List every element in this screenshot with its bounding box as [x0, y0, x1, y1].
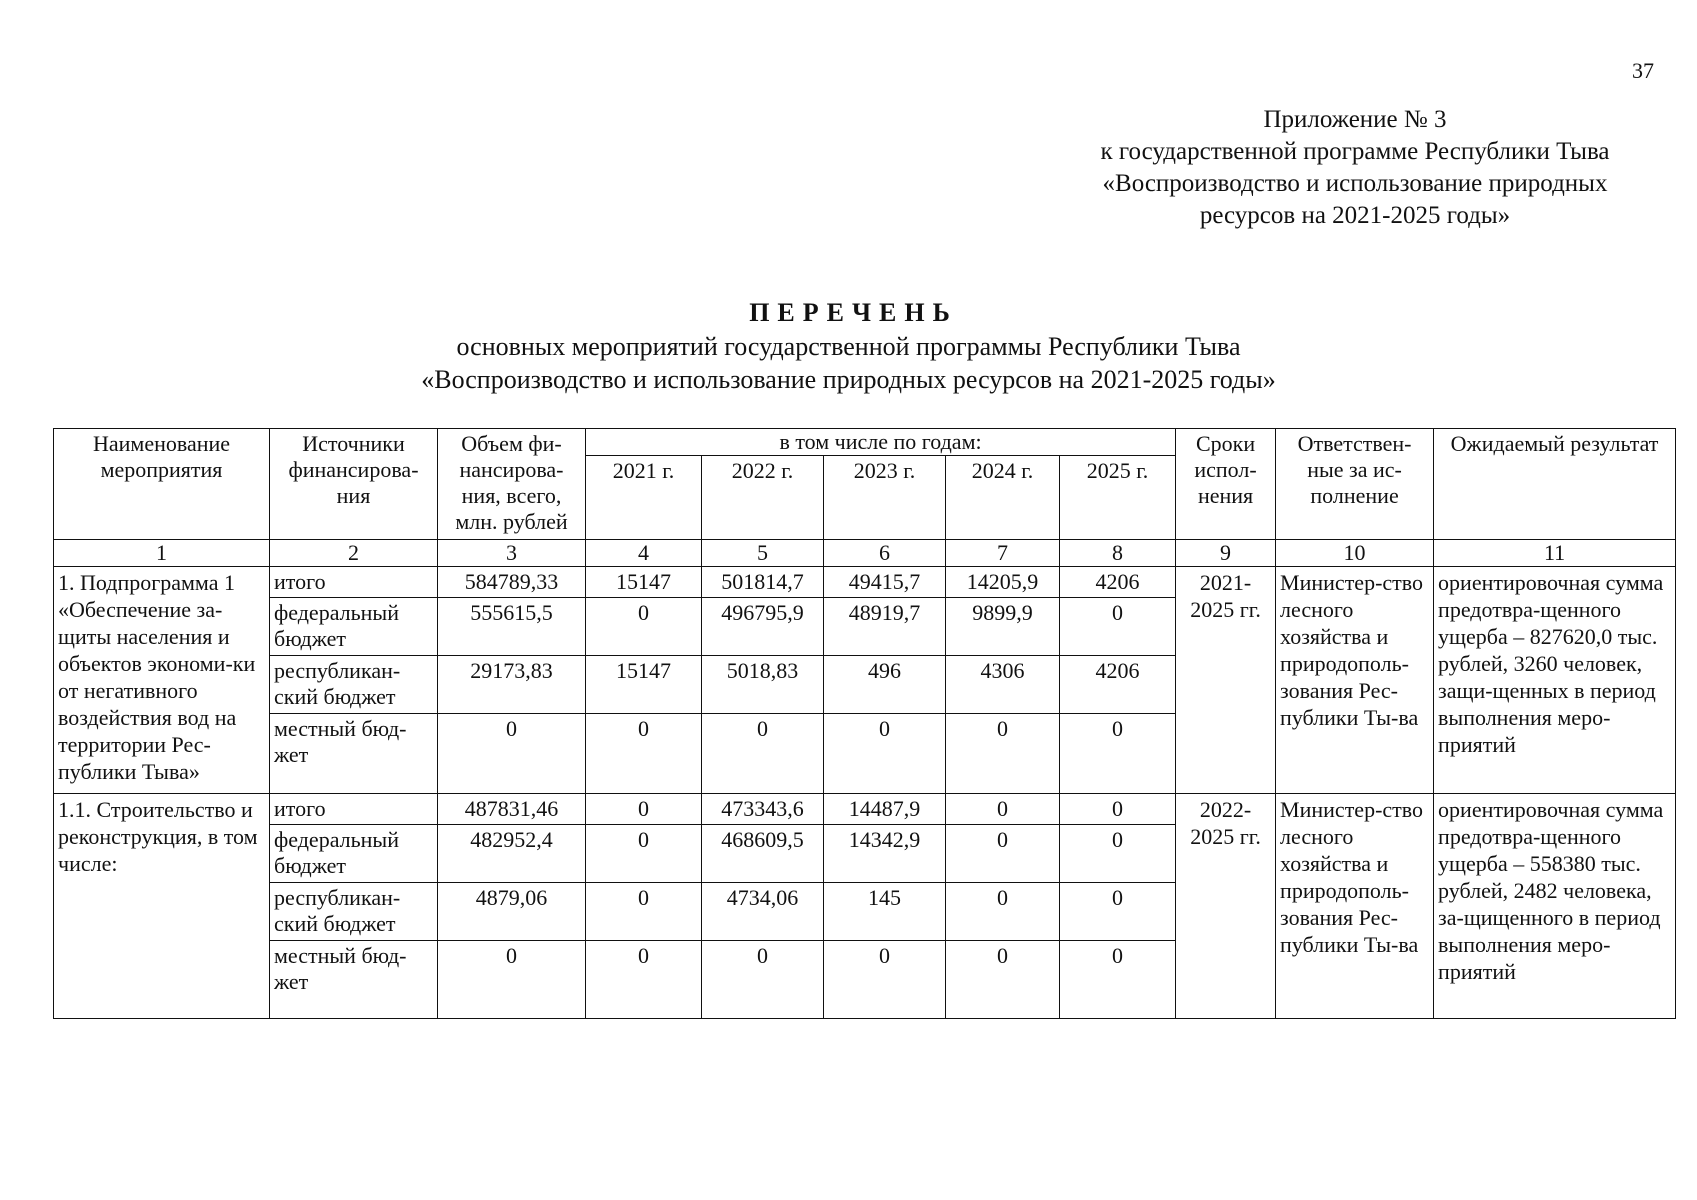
header-sources: Источники финансирова-ния [270, 429, 438, 540]
funding-2025: 0 [1060, 714, 1176, 794]
funding-2024: 9899,9 [946, 598, 1060, 656]
funding-source: республикан-ский бюджет [270, 883, 438, 941]
funding-2025: 4206 [1060, 656, 1176, 714]
funding-total: 29173,83 [438, 656, 586, 714]
column-number: 9 [1176, 540, 1276, 567]
funding-2023: 145 [824, 883, 946, 941]
funding-2021: 15147 [586, 567, 702, 598]
appendix-line: к государственной программе Республики Тыва [1100, 138, 1610, 165]
document-title: ПЕРЕЧЕНЬ [749, 298, 958, 327]
funding-2025: 0 [1060, 794, 1176, 825]
funding-2021: 0 [586, 941, 702, 1019]
funding-2024: 0 [946, 825, 1060, 883]
header-year: 2024 г. [946, 456, 1060, 540]
header-name: Наименование мероприятия [54, 429, 270, 540]
funding-source: местный бюд-жет [270, 714, 438, 794]
funding-2025: 0 [1060, 598, 1176, 656]
column-number: 8 [1060, 540, 1176, 567]
header-year: 2023 г. [824, 456, 946, 540]
appendix-header [1020, 104, 1690, 232]
funding-2024: 4306 [946, 656, 1060, 714]
funding-2021: 0 [586, 825, 702, 883]
header-terms: Сроки испол-нения [1176, 429, 1276, 540]
appendix-line: «Воспроизводство и использование природных [1102, 170, 1608, 197]
column-number-row [54, 540, 1676, 567]
header-result: Ожидаемый результат [1434, 429, 1676, 540]
header-year: 2021 г. [586, 456, 702, 540]
funding-2025: 0 [1060, 883, 1176, 941]
measure-name: 1.1. Строительство и реконструкция, в том числе: [54, 794, 270, 1019]
funding-2023: 0 [824, 714, 946, 794]
funding-2023: 14342,9 [824, 825, 946, 883]
column-number: 11 [1434, 540, 1676, 567]
header-volume: Объем фи-нансирова-ния, всего, млн. рублей [438, 429, 586, 540]
appendix-line: Приложение № 3 [1263, 106, 1447, 133]
funding-2021: 0 [586, 714, 702, 794]
header-by-years: в том числе по годам: [586, 429, 1176, 456]
column-number: 7 [946, 540, 1060, 567]
header-year: 2022 г. [702, 456, 824, 540]
measure-name: 1. Подпрограмма 1 «Обеспечение за-щиты населения и объектов экономи-ки от негативного воздействия вод на территории Рес-публики Тыва» [54, 567, 270, 794]
table-row [54, 794, 1676, 825]
funding-source: федеральный бюджет [270, 825, 438, 883]
column-number: 6 [824, 540, 946, 567]
funding-total: 482952,4 [438, 825, 586, 883]
funding-2022: 473343,6 [702, 794, 824, 825]
header-row [54, 429, 1676, 456]
measures-table [53, 428, 1676, 1019]
expected-result: ориентировочная сумма предотвра-щенного ущерба – 558380 тыс. рублей, 2482 человека, за-щищенного в период выполнения меро-приятий [1434, 794, 1676, 1019]
funding-2024: 0 [946, 941, 1060, 1019]
funding-2021: 15147 [586, 656, 702, 714]
header-responsible: Ответствен-ные за ис-полнение [1276, 429, 1434, 540]
execution-terms: 2022-2025 гг. [1176, 794, 1276, 1019]
funding-2022: 0 [702, 941, 824, 1019]
column-number: 2 [270, 540, 438, 567]
funding-2025: 0 [1060, 941, 1176, 1019]
funding-2022: 496795,9 [702, 598, 824, 656]
title-block [0, 296, 1697, 396]
page-number: 37 [1632, 58, 1654, 83]
funding-source: итого [270, 794, 438, 825]
column-number: 1 [54, 540, 270, 567]
document-subtitle: «Воспроизводство и использование природных ресурсов на 2021-2025 годы» [421, 365, 1276, 394]
execution-terms: 2021-2025 гг. [1176, 567, 1276, 794]
funding-2023: 0 [824, 941, 946, 1019]
funding-2023: 49415,7 [824, 567, 946, 598]
funding-2022: 501814,7 [702, 567, 824, 598]
funding-2022: 4734,06 [702, 883, 824, 941]
funding-2024: 0 [946, 714, 1060, 794]
column-number: 4 [586, 540, 702, 567]
funding-2023: 14487,9 [824, 794, 946, 825]
funding-2022: 0 [702, 714, 824, 794]
funding-2024: 0 [946, 794, 1060, 825]
funding-2025: 0 [1060, 825, 1176, 883]
funding-total: 487831,46 [438, 794, 586, 825]
funding-2024: 14205,9 [946, 567, 1060, 598]
funding-source: республикан-ский бюджет [270, 656, 438, 714]
funding-2021: 0 [586, 598, 702, 656]
funding-total: 4879,06 [438, 883, 586, 941]
funding-total: 584789,33 [438, 567, 586, 598]
column-number: 5 [702, 540, 824, 567]
table-row [54, 567, 1676, 598]
funding-2021: 0 [586, 794, 702, 825]
funding-2022: 468609,5 [702, 825, 824, 883]
funding-2023: 48919,7 [824, 598, 946, 656]
funding-source: итого [270, 567, 438, 598]
column-number: 10 [1276, 540, 1434, 567]
funding-total: 555615,5 [438, 598, 586, 656]
responsible: Министер-ство лесного хозяйства и природополь-зования Рес-публики Ты-ва [1276, 794, 1434, 1019]
funding-2024: 0 [946, 883, 1060, 941]
funding-2022: 5018,83 [702, 656, 824, 714]
column-number: 3 [438, 540, 586, 567]
expected-result: ориентировочная сумма предотвра-щенного ущерба – 827620,0 тыс. рублей, 3260 человек, защи-щенных в период выполнения меро-приятий [1434, 567, 1676, 794]
funding-2025: 4206 [1060, 567, 1176, 598]
funding-total: 0 [438, 941, 586, 1019]
funding-total: 0 [438, 714, 586, 794]
responsible: Министер-ство лесного хозяйства и природополь-зования Рес-публики Ты-ва [1276, 567, 1434, 794]
appendix-line: ресурсов на 2021-2025 годы» [1199, 202, 1511, 229]
funding-source: местный бюд-жет [270, 941, 438, 1019]
document-subtitle: основных мероприятий государственной программы Республики Тыва [456, 332, 1241, 361]
funding-source: федеральный бюджет [270, 598, 438, 656]
header-year: 2025 г. [1060, 456, 1176, 540]
funding-2021: 0 [586, 883, 702, 941]
funding-2023: 496 [824, 656, 946, 714]
